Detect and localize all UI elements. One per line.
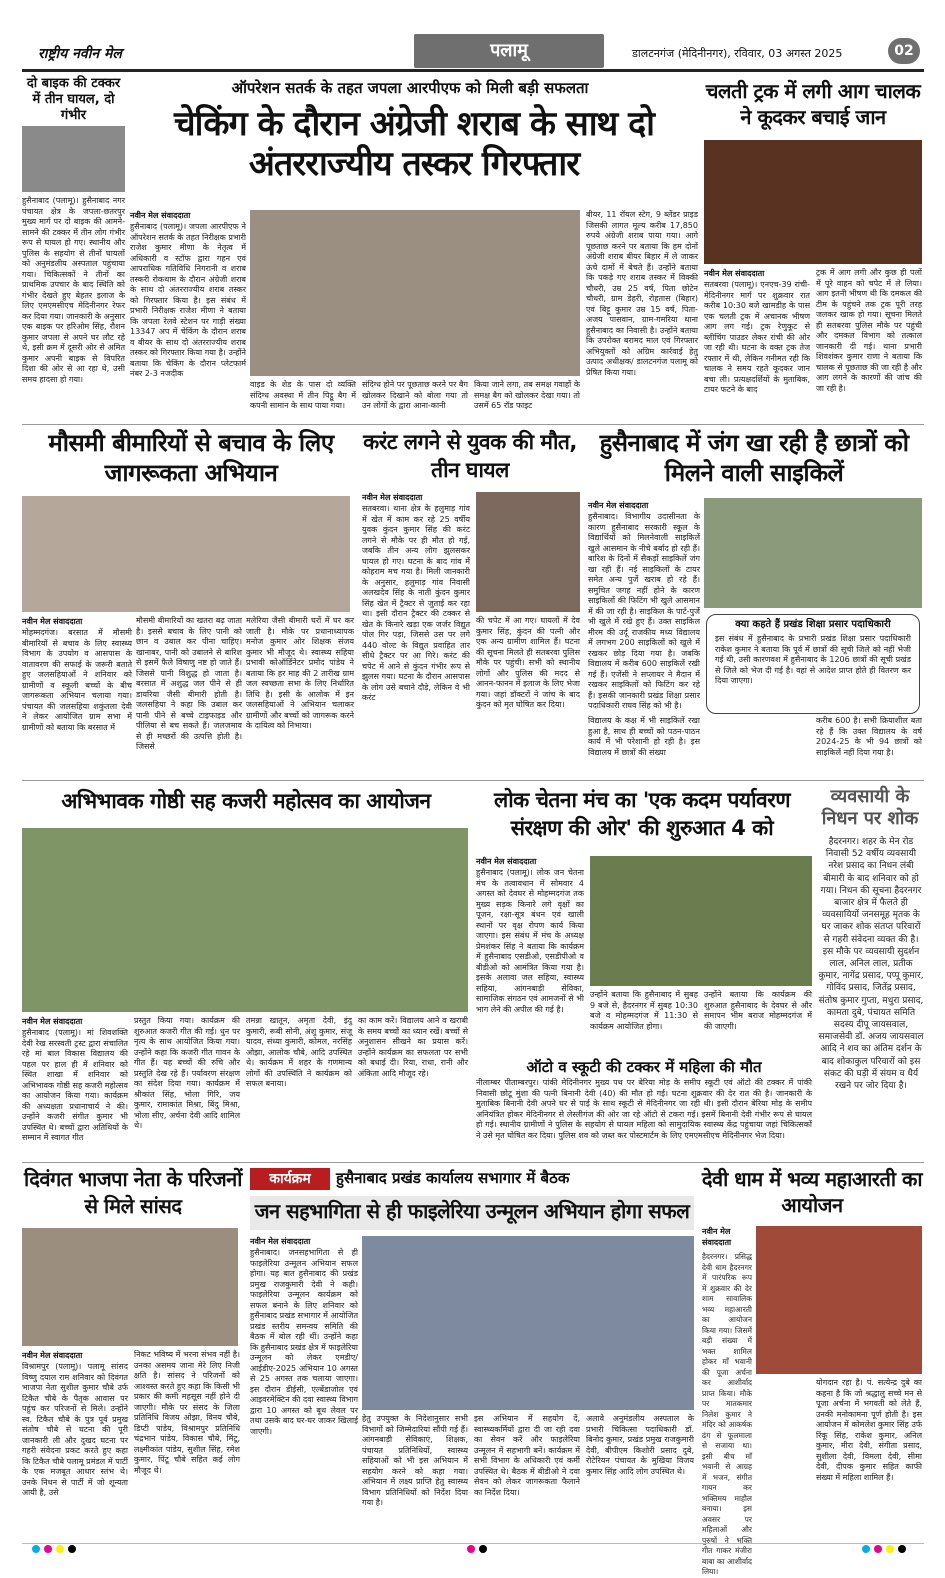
registration-dot-yellow (56, 1545, 64, 1553)
registration-dot-cyan-right (862, 1545, 870, 1553)
filaria-col2: हेतु उपयुक्त के निदेशानुसार सभी विभागों को जिम्मेदारियां सौंपी गई हैं। आंगनबाड़ी सेविकाएं, शिक्षक, पंचायत प्रतिनिधियों, स्वास्थ्य सहियाओं को भी इस अभियान में सहयोग करने को कहा गया। अभियान में लक्ष्य प्राप्ति हेतु स्वास्थ्य विभाग प्रतिनिधियों को निर्देश दिया गया है। (362, 1414, 468, 1507)
maha-aarti-col1: हैदरनगर। प्रसिद्ध देवी धाम हैदरनगर में पारंपरिक रूप में शुक्रवार की देर शाम सावालिक भव्य महाआरती का आयोजन किया गया। जिसमें बड़ी संख्या में भक्त शामिल होकर माँ भवानी की पूजा अर्चना कर आशीर्वाद प्राप्त किया। मौके पर मातकमार निलेश कुमार ने मंदिर को आकर्षक ढंग से फूलमाला से सजाया था। इसी बीच माँ भवानी से आग्रह में भजन, संगीत गायन कर भक्तिमय माहौल बनाया। इस अवसर पर महिलाओं और पुरुषों ने भक्ति गीत गाकर मंजीरा बाबा का आशीर्वाद लिया। (702, 1252, 752, 1576)
officer-quote-body: इस संबंध में हुसैनाबाद के प्रभारी प्रखंड शिक्षा प्रसार पदाधिकारी राकेश कुमार ने बताया कि पूर्व में छात्रों की सूची जिले को नहीं भेजी गई थी, उसी कारणवश में हुसैनाबाद के 1206 छात्रों की सूची प्रखंड से जिले को भेज दी गई है। वहां से आदेश प्राप्त होते ही वितरण कर दिया जाएगा। (715, 634, 911, 685)
maha-aarti-headline: देवी धाम में भव्य महाआरती का आयोजन (701, 1167, 923, 1217)
environment-campaign-col2: उन्होंने बताया कि हुसैनाबाद में सुबह 9 बजे से, हैदरनगर में सुबह 10:30 बजे व मोहम्मदगंज में 11:30 से कार्यक्रम आयोजित होगा। (590, 990, 698, 1031)
electrocution-victim-photo (476, 492, 580, 612)
divider-1 (22, 424, 924, 425)
divider-2 (22, 780, 924, 781)
bicycle-rust-col3: करीब 600 है। सभी क्रियाशील बता रहे हैं कि उक्त विद्यालय के वर्ष 2024-25 के भी 94 छात्रों को साइकिलें नहीं दिया गया है। (816, 716, 922, 757)
seasonal-disease-headline: मौसमी बीमारियों से बचाव के लिए जागरूकता अभियान (48, 429, 334, 487)
officer-quote-title: क्या कहते हैं प्रखंड शिक्षा प्रसार पदाधिकारी (735, 619, 891, 630)
maha-aarti-photo (756, 1226, 922, 1374)
divider-3 (22, 1162, 924, 1163)
filaria-col3: इस अभियान में सहयोग दें, स्वास्थ्यकर्मियों द्वारा दी जा रही दवा का सेवन करें और फाइलेरिया उन्मूलन में सहभागी बनें। कार्यक्रम में सभी विभाग के अधिकारी एवं कर्मी उपस्थित थे। बैठक में बीडीओ ने दवा सेवन को लेकर जागरूकता फैलाने का निर्देश दिया। (474, 1414, 580, 1497)
page-number: 02 (888, 38, 920, 64)
mp-visit-headline: दिवंगत भाजपा नेता के परिजनों से मिले सांसद (24, 1167, 242, 1218)
mp-visit-byline: नवीन मेल संवाददाता (22, 1351, 83, 1360)
registration-dot-black-right (898, 1545, 906, 1553)
fire-col2: ट्रक में आग लगी और कुछ ही पलों में पूरे वाहन को चपेट में ले लिया। आग इतनी भीषण थी कि दमकल की टीम के पहुंचने तक ट्रक पूरी तरह जलकर खाक हो गया। सूचना मिलते ही सतबरवा पुलिस मौके पर पहुंची और दमकल विभाग को तत्काल जानकारी दी गई। थाना प्रभारी शिवशंकर कुमार राणा ने बताया कि चालक से पूछताछ की जा रही है और आग लगने के कारणों की जांच की जा रही है। (816, 268, 922, 393)
lead-col4: किया जाने लगा, तब समक्ष गवाहों के समक्ष बैग को खोलकर देखा गया। तो उसमें 65 रॉड फाइट (474, 380, 580, 410)
bicycle-rust-headline: हुसैनाबाद में जंग खा रही है छात्रों को मिलने वाली साइकिलें (599, 429, 909, 487)
bike-accident-photo (22, 126, 125, 192)
fire-headline: चलती ट्रक में लगी आग चालक ने कूदकर बचाई जान (705, 79, 921, 129)
print-registration-bar (22, 1543, 924, 1553)
registration-dot-magenta-right (874, 1545, 882, 1553)
electrocution-col1: सतबरवा। थाना क्षेत्र के हलुमाड़ गांव में खेत में काम कर रहे 25 वर्षीय युवक कुंदन कुमार सिंह की करंट लगने से मौके पर ही मौत हो गई, जबकि तीन अन्य लोग झुलसकर घायल हो गए। घटना के बाद गांव में कोहराम मच गया है। मिली जानकारी के अनुसार, हलुमाड़ गांव निवासी अलखदेव सिंह के नाती कुंदन कुमार सिंह खेत में ट्रैक्टर से जुताई कर रहा था। इसी दौरान ट्रैक्टर की टक्कर से खेत के किनारे खड़ा एक जर्जर विद्युत पोल गिर पड़ा, जिससे उस पर लगे 440 वोल्ट के विद्युत प्रवाहित तार सीधे ट्रैक्टर पर आ गिरे। करंट की चपेट में आने से कुंदन गंभीर रूप से झुलस गया। घटना के दौरान आसपास के लोग उसे बचाने दौड़े, लेकिन वे भी करंट (362, 504, 470, 702)
kajri-col2: प्रस्तुत किया गया। कार्यक्रम की शुरुआत कजरी गीत की गई। धुन पर नृत्य के साथ आयोजित किया गया। उन्होंने कहा कि कजरी गीत गावन के गीत हैं। यह बच्चों की रुचि और प्रस्तुति देख रहे हैं। पर्यावरण संरक्षण का संदेश दिया गया। कार्यक्रम में श्रीकांत सिंह, भोला गिरि, जय कुमार, रामाकांत मिश्रा, बिंदु मिश्रा, भोला सीए, अर्चना देवी आदि शामिल थे। (134, 1016, 240, 1130)
mp-visit-col2: निकट भविष्य में भरना संभव नहीं है। उनका असमय जाना मेरे लिए निजी क्षति है। सांसद ने परिजनों को आश्वस्त करते हुए कहा कि किसी भी प्रकार की कमी महसूस नहीं होने दी जाएगी। मौके पर संसद के जिला प्रतिनिधि विजय ओझा, विनय चौबे, डिप्टी पांडेय, विश्रामपुर प्रतिनिधि चंद्रभान पांडेय, विकास चौबे, मिंटू, लक्ष्मीकांत पांडेय, सुशील सिंह, रमेश कुमार, पिंटू चौबे सहित कई लोग मौजूद थे। (134, 1350, 240, 1475)
electrocution-byline: नवीन मेल संवाददाता (362, 493, 423, 502)
maha-aarti-col2: योगदान रहा है। पं. सत्येन्द्र दुबे का कहना है कि जो श्रद्धालु सच्चे मन से पूजा अर्चना में भगवती को लेते हैं, उनकी मनोकामना पूर्ण होती है। इस आयोजन में कोमलेश कुमार सिंह उर्फ रिंकू सिंह, राकेश कुमार, अनिल कुमार, मीरा देवी, संगीता प्रसाद, सुशीला देवी, विमला देवी, सीमा देवी, दीपक कुमार सहित काफी संख्या में महिला शामिल हैं। (816, 1378, 922, 1482)
auto-accident-body: नीलाम्बर पीताम्बरपुर। पांकी मेदिनीनगर मुख्य पथ पर बेरिया मोड़ के समीप स्कूटी एवं ऑटो की टक्कर में पांकी निवासी छोटू मुंशा की पत्नी बिनानी देवी (40) की मौत हो गई। घटना शुक्रवार की देर रात की है। जानकारी के मुताबिक बिनानी देवी अपने घर से पाई के साथ स्कूटी से मेदिनीनगर जा रही थी। इसी दौरान बेरिया मोड़ के समीप अनियंत्रित होकर मेदिनीनगर से लेस्लीगंज की ओर जा रहे ऑटो से टकरा गई। इसमें बिनानी देवी गंभीर रूप से घायल हो गई। स्थानीय ग्रामीणों ने पुलिस के सहयोग से घायल महिला को सामुदायिक स्वास्थ्य केंद्र पहुंचाया जहां चिकित्सकों ने उसे मृत घोषित कर दिया। पुलिस शव को जब्त कर पोस्टमार्टम के लिए एमएमसीएच मेदिनीनगर भेज दिया। (476, 1078, 812, 1140)
obituary-body: हैदरनगर। शहर के मेन रोड निवासी 52 वर्षीय व्यवसायी नरेश प्रसाद का निधन लंबी बीमारी के बाद शनिवार को हो गया। निधन की सूचना हैदरनगर बाजार क्षेत्र में फैलते ही व्यवसायियों जनसमूह मृतक के घर जाकर शोक संतप्त परिवारों से गहरी संवेदना व्यक्त की है। इस मौके पर व्यवसायी सुदर्शन लाल, अनिल लाल, प्रतीक कुमार, नागेंद्र प्रसाद, पप्पू कुमार, गोविंद प्रसाद, जितेंद्र प्रसाद, संतोष कुमार गुप्ता, मधुरा प्रसाद, कामता दुबे, पंचायत समिति सदस्य दीपू जायसवाल, समाजसेवी डॉ. अजय जायसवाल आदि ने शव का अंतिम दर्शन के बाद शोकाकुल परिवारों को इस संकट की घड़ी में संयम व धैर्य रखने पर जोर दिया है। (818, 837, 924, 1092)
officer-quote-box (706, 614, 920, 714)
lead-byline: नवीन मेल संवाददाता (130, 211, 191, 220)
dateline: डालटनगंज (मेदिनीनगर), रविवार, 03 अगस्त 2025 (632, 47, 843, 60)
seasonal-disease-col2: मौसमी बीमारियों का खतरा बढ़ जाता है। इससे बचाव के लिए पानी को छान व उबाल कर पीना चाहिए। खानाबर, पानी को उबालने से बारिश से इसमें फैले विषाणु नष्ट हो जाते हैं। जिससे पानी विशुद्ध हो जाता है। बरसात में अशुद्ध जल पीने से ही डायरिया जैसी बीमारी होती है। जलसहिया ने कहा कि उबाल कर पानी पीने से बच्चे टाइफाइड और पीलिया से बच सकते हैं। जलजमाव से ही मच्छरों की उत्पत्ति होती है। जिससे (136, 616, 242, 751)
registration-dot-yellow-right (886, 1545, 894, 1553)
mp-visit-col1: विश्रामपुर (पलामू)। पलामू सांसद विष्णु दयाल राम शनिवार को दिवंगत भाजपा नेता सुशील कुमार चौबे उर्फ टिकैत चौबे के पैतृक आवास पर पहुंच कर परिजनों से मिले। उन्होंने स्व. टिकैत चौबे के पुत्र पूर्व प्रमुख संतोष चौबे से घटना की पूरी जानकारी ली और दुखद घटना पर गहरी संवेदना प्रकट करते हुए कहा कि टिकैत चौबे पलामू प्रमंडल में पार्टी के एक मजबूत आधार स्तंभ थे। उनके निधन से पार्टी में जो शून्यता आयी है, उसे (22, 1362, 128, 1497)
kajri-festival-photo (22, 828, 468, 1012)
auto-accident-headline: ऑटो व स्कूटी की टक्कर में महिला की मौत (526, 1058, 762, 1076)
bicycle-rust-photo (704, 498, 922, 608)
masthead-logo: राष्ट्रीय नवीन मेल (38, 46, 122, 62)
environment-campaign-col1: हुसैनाबाद (पलामू)। लोक जन चेतना मंच के तत्वावधान में सोमवार 4 अगस्त को देवघर से मोहम्मदगंज तक मुख्य सड़क किनारे लगे वृक्षों का पूजन, रक्षा-सूत्र बंधन एवं खाली स्थानों पर वृक्ष रोपण कार्य किया जाएगा। इस संबंध में मंच के अध्यक्ष प्रेमशंकर सिंह ने बताया कि कार्यक्रम में हुसैनाबाद एसडीओ, एसडीपीओ व बीडीओ को आमंत्रित किया गया है। इसके अलावा जल सहिया, स्वास्थ्य सहिया, आंगनबाड़ी सेविका, सामाजिक संगठन एवं आमजनों से भी भाग लेने की अपील की गई है। (476, 868, 584, 1014)
kajri-byline: नवीन मेल संवाददाता (22, 1017, 83, 1026)
lead-col5: बीयर, 11 रॉयल स्टेग, 9 ब्लेंडर प्राइड जिसकी लागत मूल्य करीब 17,850 रुपये अंग्रेजी शराब पाया गया। आगे पूछताछ करने पर बताया कि हम दोनों अंग्रेजी शराब बीयर बिहार में ले जाकर ऊंचे दामों में बेचते हैं। उन्होंने बताया कि पकड़े गए शराब तस्कर में विक्की चौधरी, उम्र 25 वर्ष, पिता छोटेन चौधरी, ग्राम डेहरी, रोहतास (बिहार) एवं बिट्टू कुमार उम्र 15 वर्ष, पिता-अजय पासवान, ग्राम-गमरिया थाना हुसैनाबाद का निवासी है। उन्होंने बताया कि उपरोक्त बरामद माल एवं गिरफ्तार अभियुक्तों को अग्रिम कार्रवाई हेतु उत्पाद अधीक्षक/ डालटनगंज पलामू को प्रेषित किया गया। (586, 210, 698, 377)
registration-dot-magenta-center (467, 1545, 475, 1553)
maha-aarti-byline: नवीन मेल संवाददाता (702, 1227, 732, 1247)
kajri-col1: हुसैनाबाद (पलामू)। मां शिवशक्ति देवी रेख सरस्वती ट्रस्ट द्वारा संचालित रहे मां बाल विकास विद्यालय की पहल पर हाल ही में शनिवार को स्थित शाखा में शनिवार को अभिभावक गोष्ठी सह कजरी महोत्सव का आयोजन किया गया। कार्यक्रम की अध्यक्षता प्रधानाचार्य ने की। उन्होंने कजरी संगीत कुमार भी उपस्थित थे। बच्चों द्वारा अतिथियों के सम्मान में स्वागत गीत (22, 1028, 128, 1142)
lead-col1: हुसैनाबाद (पलामू)। जपला आरपीएफ ने ऑपरेशन सतर्क के तहत निरीक्षक प्रभारी राजेश कुमार मीणा के नेतृत्व में अधिकारी व स्टॉफ द्वारा गहन एवं आपराधिक गतिविधि निगरानी व शराब तस्करी रोकथाम के दौरान अंग्रेजी शराब के साथ दो अंतरराज्यीय शराब तस्कर को गिरफ्तार किया है। इस संबंध में प्रभारी निरीक्षक राजेश मीणा ने बताया कि जपला रेलवे स्टेशन पर गाड़ी संख्या 13347 अप में चेकिंग के दौरान शराब व बीयर के साथ दो अंतरराज्यीय शराब तस्कर को गिरफ्तार किया गया है। उन्होंने बताया कि चेकिंग के दौरान प्लेटफार्म नंबर 2-3 नजदीक (130, 222, 246, 378)
kajri-col4: का काम करें। विद्यालय आने व खराबी के समय बच्चों का ध्यान रखें। बच्चों से अनुशासन सीखने का प्रयास करें। उन्होंने कार्यक्रम का सफलता पर सभी को बधाई दी। रिया, राधा, रानी और अंकिता आदि मौजूद रहे। (358, 1016, 468, 1078)
filaria-col1: हुसैनाबाद। जनसहभागिता से ही फाइलेरिया उन्मूलन अभियान सफल होगा। यह बात हुसैनाबाद की प्रखंड प्रमुख राजकुमारी देवी ने कही। फाइलेरिया उन्मूलन कार्यक्रम को सफल बनाने के लिए शनिवार को हुसैनाबाद प्रखंड सभागार में आयोजित प्रखंड स्तरीय समन्वय समिति की बैठक में बोल रही थीं। उन्होंने कहा कि हुसैनाबाद प्रखंड क्षेत्र में फाइलेरिया उन्मूलन को लेकर एमडीए/आईडीए-2025 अभियान 10 अगस्त से 25 अगस्त तक चलाया जाएगा। इस दौरान डीईसी, एल्बेंडाजोल एवं आइवरमेक्टिन की दवा स्वास्थ्य विभाग द्वारा 10 अगस्त को बूथ लेवल पर तथा उसके बाद घर-घर जाकर खिलाई जाएगी। (250, 1248, 358, 1436)
environment-saplings-photo (590, 856, 812, 986)
fire-byline: नवीन मेल संवाददाता (704, 269, 765, 278)
mp-visit-photo (22, 1228, 238, 1346)
seasonal-disease-col3: मलेरिया जैसी बीमारी घरों में घर कर जाती है। मौके पर प्रधानाध्यापक मनोज कुमार ओर शिक्षक संजय कुमार भी मौजूद थे। स्वास्थ्य सहिया प्रभावी कोऑर्डिनेटर प्रमोद पांडेय ने बताया कि हर माह की 2 तारीख ग्राम जल स्वच्छता सभा के लिए निर्धारित तिथि है। इसी के आलोक में इन जलसहियाओं ने अभियान चलाकर ग्रामीणों और बच्चों को जागरूक करने के दायित्व को निभाया। (246, 616, 354, 730)
bike-accident-body: हुसैनाबाद (पलामू)। हुसैनाबाद नगर पंचायत क्षेत्र के जपला-छतरपुर मुख्य मार्ग पर दो बाइक की आमने-सामने की टक्कर में तीन लोग गंभीर रूप से घायल हो गए। स्थानीय और पुलिस के सहयोग से तीनों घायलों को अनुमंडलीय अस्पताल पहुंचाया गया। चिकित्सकों ने तीनों का प्राथमिक उपचार के बाद स्थिति को गंभीर देखते हुए बेहतर इलाज के लिए एमएमसीएच मेदिनीनगर रेफर कर दिया गया। जानकारी के अनुसार एक बाइक पर हरिओम सिंह, रौशन कुमार जपला से अपने घर लौट रहे थे, इसी क्रम में दूसरी ओर से अमित कुमार अपनी बाइक से विपरित दिशा की ओर से आ रहा थे, उसी समय हादसा हो गया। (22, 196, 125, 384)
fire-photo-truck (704, 140, 922, 264)
bicycle-rust-col2: विद्यालय के कक्ष में भी साइकिलें रखा हुआ है, साथ ही बच्चों को पठन-पाठन कार्य में भी परेशानी हो रही है। इस विद्यालय में छात्रों की संख्या (588, 716, 700, 757)
seasonal-disease-photo (22, 496, 350, 612)
bicycle-rust-byline: नवीन मेल संवाददाता (588, 501, 649, 510)
lead-col3: संदिग्ध होने पर पूछताछ करने पर बैग खोलकर दिखाने को बोला गया तो उन लोगों के द्वारा आना-कानी (362, 380, 468, 410)
page-header (22, 34, 924, 72)
seasonal-disease-col1: मोहम्मदगंज। बरसात में मौसमी बीमारियों से बचाव के लिए स्वास्थ्य विभाग के उपयोग व आसपास के वातावरण की सफाई के जरूरी बताते हुए जलसहियाओं ने शनिवार को ग्रामीणों व स्कूली बच्चों के बीच जागरूकता अभियान चलाया गया। पंचायत की जलसहिया शकुंतला देवी ने लेकर आयोजित ग्राम सभा में ग्रामीणों को बताया कि बरसात में (22, 628, 132, 732)
filaria-byline: नवीन मेल संवाददाता (250, 1237, 311, 1246)
lead-photo-rpf-seizure (250, 210, 580, 376)
environment-campaign-headline: लोक चेतना मंच का 'एक कदम पर्यावरण संरक्षण की ओर' की शुरुआत 4 को (493, 788, 791, 840)
filaria-col4: अलावे अनुमंडलीय अस्पताल के प्रभारी चिकित्सा पदाधिकारी डॉ. बिनोद कुमार, प्रखंड प्रमुख राजकुमारी देवी, बीपीएम किशोरी प्रसाद दुबे, रोटेरियन पंचायत के मुखिया विजय कुमार सिंह आदि लोग उपस्थित थे। (586, 1414, 694, 1476)
electrocution-headline: करंट लगने से युवक की मौत, तीन घायल (363, 430, 577, 482)
lead-col2: वाइड के शेड के पास दो व्यक्ति संदिग्ध अवस्था में तीन पिट्ठू बैग में कपनी सामान के साथ पाया गया। (250, 380, 356, 410)
registration-dot-magenta (44, 1545, 52, 1553)
lead-headline: चेकिंग के दौरान अंग्रेजी शराब के साथ दो अंतरराज्यीय तस्कर गिरफ्तार (174, 104, 654, 184)
registration-dot-cyan (32, 1545, 40, 1553)
filaria-meeting-photo (362, 1236, 694, 1410)
seasonal-disease-byline: नवीन मेल संवाददाता (22, 617, 83, 626)
environment-campaign-byline: नवीन मेल संवाददाता (476, 857, 537, 866)
filaria-kicker: हुसैनाबाद प्रखंड कार्यालय सभागार में बैठक (336, 1169, 570, 1187)
registration-dot-black-center (479, 1545, 487, 1553)
lead-kicker: ऑपरेशन सतर्क के तहत जपला आरपीएफ को मिली बड़ी सफलता (231, 79, 589, 97)
kajri-headline: अभिभावक गोष्ठी सह कजरी महोत्सव का आयोजन (61, 789, 431, 813)
obituary-headline: व्यवसायी के निधन पर शोक (821, 786, 919, 829)
program-tag: कार्यक्रम (250, 1168, 330, 1190)
bicycle-rust-col1: हुसैनाबाद। विभागीय उदासीनता के कारण हुसैनाबाद सरकारी स्कूल के विद्यार्थियों को मिलनेवाली साइकिलें खुले आसमान के नीचे बर्बाद हो रही हैं। बारिश के दिनों में सैकड़ों साइकिलें जंग खा रही हैं। नई साइकिलों के टायर समेत अन्य पुर्जे खराब हो रहे हैं। समुचित जगह नहीं होने के कारण साइकिलों की फिटिंग भी खुले आसमान में की जा रही है। साइकिल के पार्ट-पुर्जे भी खुले में रखे हुए हैं। उक्त साइकिल मीरम की उर्दू राजकीय मध्य विद्यालय में लगभग 200 साइकिलों को खुले में रखकर छोड़ दिया गया है। जबकि विद्यालय में करीब 600 साइकिलें रखी गई हैं। एजेंसी ने सप्लायर ने मैदान में रखकर साइकिलों को फिटिंग कर रहे हैं। इसकी जानकारी प्रखंड शिक्षा प्रसार पदाधिकारी राघव सिंह को भी है। (588, 512, 700, 710)
registration-dot-black (68, 1545, 76, 1553)
section-title: पलामू (414, 34, 604, 68)
filaria-headline: जन सहभागिता से ही फाइलेरिया उन्मूलन अभियान होगा सफल (250, 1196, 694, 1230)
fire-col1: सतबरवा (पलामू)। एनएच-39 रांची-मेदिनीनगर मार्ग पर शुक्रवार रात करीब 10:30 बजे खामडीह के पास एक चलती ट्रक में अचानक भीषण आग लग गई। ट्रक रेणुकूट से ब्लीचिंग पाउडर लेकर रांची की ओर जा रही थी। घटना के वक्त ट्रक तेज रफ्तार में थी, लेकिन गनीमत रही कि चालक ने समय रहते कूदकर जान बचा ली। प्रत्यक्षदर्शियों के मुताबिक, टायर फटने के बाद (704, 280, 810, 394)
environment-campaign-col3: उन्होंने बताया कि कार्यक्रम की शुरुआत हुसैनाबाद के देवघर से और समापन भीम बराज मोहम्मदगंज में की जाएगी। (704, 990, 812, 1031)
electrocution-col2: की चपेट में आ गए। घायलों में देव कुमार सिंह, कुंदन की पत्नी और एक अन्य ग्रामीण शामिल हैं। घटना की सूचना मिलते ही सतबरवा पुलिस मौके पर पहुंची। सभी को स्थानीय लोगों और पुलिस की मदद से आनन-फानन में इलाज के लिए भेजा गया। जहां डॉक्टरों ने जांच के बाद कुंदन को मृत घोषित कर दिया। (476, 616, 580, 709)
bike-accident-headline: दो बाइक की टक्कर में तीन घायल, दो गंभीर (26, 76, 121, 123)
kajri-col3: तमन्ना खातून, अमृता देवी, इंदु कुमारी, रूबी सोनी, अंशु कुमार, संजू यादव, संध्या कुमारी, कोमल, नरसिंह ओझा, आलोक चौबे, आदि उपस्थित थे। कार्यक्रम में शहर के गणमान्य लोगों की उपस्थिति ने कार्यक्रम को सफल बनाया। (246, 1016, 352, 1088)
